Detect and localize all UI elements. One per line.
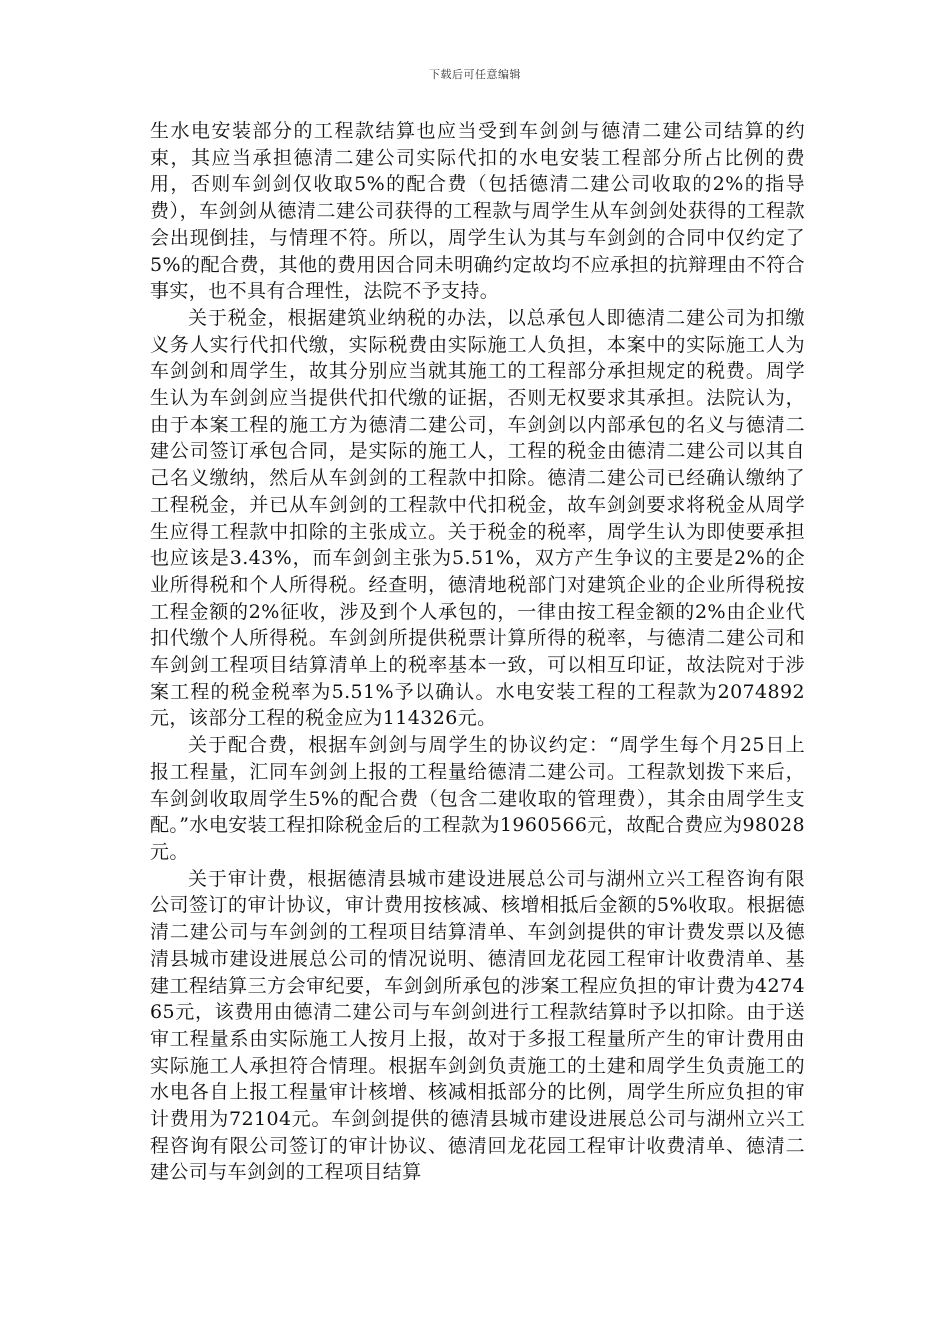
document-body <box>150 118 805 1186</box>
paragraph-continuation: 生水电安装部分的工程款结算也应当受到车剑剑与德清二建公司结算的约束，其应当承担德清二建公司实际代扣的水电安装工程部分所占比例的费用，否则车剑剑仅收取5%的配合费（包括德清二建公司收取的2%的指导费），车剑剑从德清二建公司获得的工程款与周学生从车剑剑处获得的工程款会出现倒挂，与情理不符。所以，周学生认为其与车剑剑的合同中仅约定了5%的配合费，其他的费用因合同未明确约定故均不应承担的抗辩理由不符合事实，也不具有合理性，法院不予支持。 <box>150 120 805 303</box>
paragraph-coordination-fee: 关于配合费，根据车剑剑与周学生的协议约定：“周学生每个月25日上报工程量，汇同车剑剑上报的工程量给德清二建公司。工程款划拨下来后，车剑剑收取周学生5%的配合费（包含二建收取的管理费），其余由周学生支配。”水电安装工程扣除税金后的工程款为1960566元，故配合费应为98028元。 <box>150 734 805 863</box>
paragraph-tax: 关于税金，根据建筑业纳税的办法，以总承包人即德清二建公司为扣缴义务人实行代扣代缴，实际税费由实际施工人负担，本案中的实际施工人为车剑剑和周学生，故其分别应当就其施工的工程部分承担规定的税费。周学生认为车剑剑应当提供代扣代缴的证据，否则无权要求其承担。法院认为，由于本案工程的施工方为德清二建公司，车剑剑以内部承包的名义与德清二建公司签订承包合同，是实际的施工人，工程的税金由德清二建公司以其自己名义缴纳，然后从车剑剑的工程款中扣除。德清二建公司已经确认缴纳了工程税金，并已从车剑剑的工程款中代扣税金，故车剑剑要求将税金从周学生应得工程款中扣除的主张成立。关于税金的税率，周学生认为即使要承担也应该是3.43%，而车剑剑主张为5.51%，双方产生争议的主要是2%的企业所得税和个人所得税。经查明，德清地税部门对建筑企业的企业所得税按工程金额的2%征收，涉及到个人承包的，一律由按工程金额的2%由企业代扣代缴个人所得税。车剑剑所提供税票计算所得的税率，与德清二建公司和车剑剑工程项目结算清单上的税率基本一致，可以相互印证，故法院对于涉案工程的税金税率为5.51%予以确认。水电安装工程的工程款为2074892元，该部分工程的税金应为114326元。 <box>150 306 805 730</box>
paragraph-audit-fee: 关于审计费，根据德清县城市建设进展总公司与湖州立兴工程咨询有限公司签订的审计协议，审计费用按核减、核增相抵后金额的5%收取。根据德清二建公司与车剑剑的工程项目结算清单、车剑剑提供的审计费发票以及德清县城市建设进展总公司的情况说明、德清回龙花园工程审计收费清单、基建工程结算三方会审纪要，车剑剑所承包的涉案工程应负担的审计费为427465元，该费用由德清二建公司与车剑剑进行工程款结算时予以扣除。由于送审工程量系由实际施工人按月上报，故对于多报工程量所产生的审计费用由实际施工人承担符合情理。根据车剑剑负责施工的土建和周学生负责施工的水电各自上报工程量审计核增、核减相抵部分的比例，周学生所应负担的审计费用为72104元。车剑剑提供的德清县城市建设进展总公司与湖州立兴工程咨询有限公司签订的审计协议、德清回龙花园工程审计收费清单、德清二建公司与车剑剑的工程项目结算 <box>150 867 805 1184</box>
page-header-note: 下载后可任意编辑 <box>429 68 521 81</box>
